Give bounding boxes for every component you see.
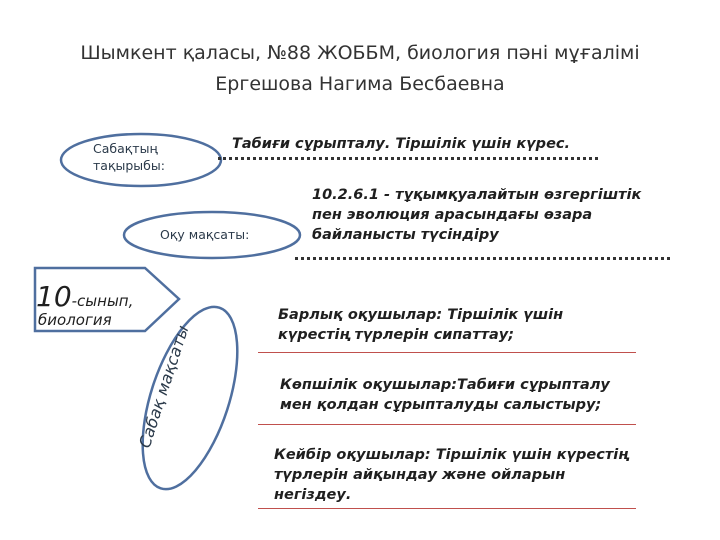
topic-dotted-line bbox=[218, 157, 598, 160]
grade-number: 10 bbox=[36, 280, 72, 313]
topic-oval-label bbox=[93, 140, 165, 174]
goal-item-1-underline bbox=[258, 352, 636, 353]
objective-oval-label: Оқу мақсаты: bbox=[160, 227, 250, 242]
objective-dotted-line bbox=[295, 257, 670, 260]
objective-line-2: пен эволюция арасындағы өзара bbox=[312, 207, 593, 223]
objective-line-3: байланысты түсіндіру bbox=[312, 227, 499, 243]
topic-oval-line-1: Сабақтың bbox=[93, 141, 158, 156]
grade-subject: биология bbox=[38, 311, 112, 329]
grade-label bbox=[36, 280, 166, 329]
grade-class-label: -сынып, bbox=[71, 292, 134, 310]
goal-item-2-line-1: Көпшілік оқушылар:Табиғи сұрыпталу bbox=[280, 377, 610, 393]
goal-item-3-line-3: негіздеу. bbox=[274, 487, 352, 503]
goal-item-1-line-1: Барлық оқушылар: Тіршілік үшін bbox=[278, 307, 564, 323]
title-line-1: Шымкент қаласы, №88 ЖОББМ, биология пәні мұғалімі bbox=[80, 42, 640, 64]
goal-item-3-line-2: түрлерін айқындау және ойларын bbox=[274, 467, 566, 483]
objective-line-1: 10.2.6.1 - тұқымқуалайтын өзгергіштік bbox=[312, 187, 642, 203]
lesson-goal-oval-label: Сабақ мақсаты bbox=[134, 323, 193, 451]
goal-item-3 bbox=[274, 445, 628, 505]
goal-item-3-underline bbox=[258, 508, 636, 509]
topic-text: Табиғи сұрыпталу. Тіршілік үшін күрес. bbox=[232, 136, 571, 152]
goal-item-2-line-2: мен қолдан сұрыпталуды салыстыру; bbox=[280, 397, 602, 413]
goal-item-1 bbox=[278, 305, 563, 345]
goal-item-3-line-1: Кейбір оқушылар: Тіршілік үшін күрестің bbox=[274, 447, 629, 463]
title-line-2: Ергешова Нагима Бесбаевна bbox=[215, 73, 505, 95]
goal-item-1-line-2: күрестің түрлерін сипаттау; bbox=[278, 327, 515, 343]
goal-item-2 bbox=[280, 375, 610, 415]
goal-item-2-underline bbox=[258, 424, 636, 425]
objective-text bbox=[312, 185, 641, 245]
topic-oval-line-2: тақырыбы: bbox=[93, 158, 165, 173]
